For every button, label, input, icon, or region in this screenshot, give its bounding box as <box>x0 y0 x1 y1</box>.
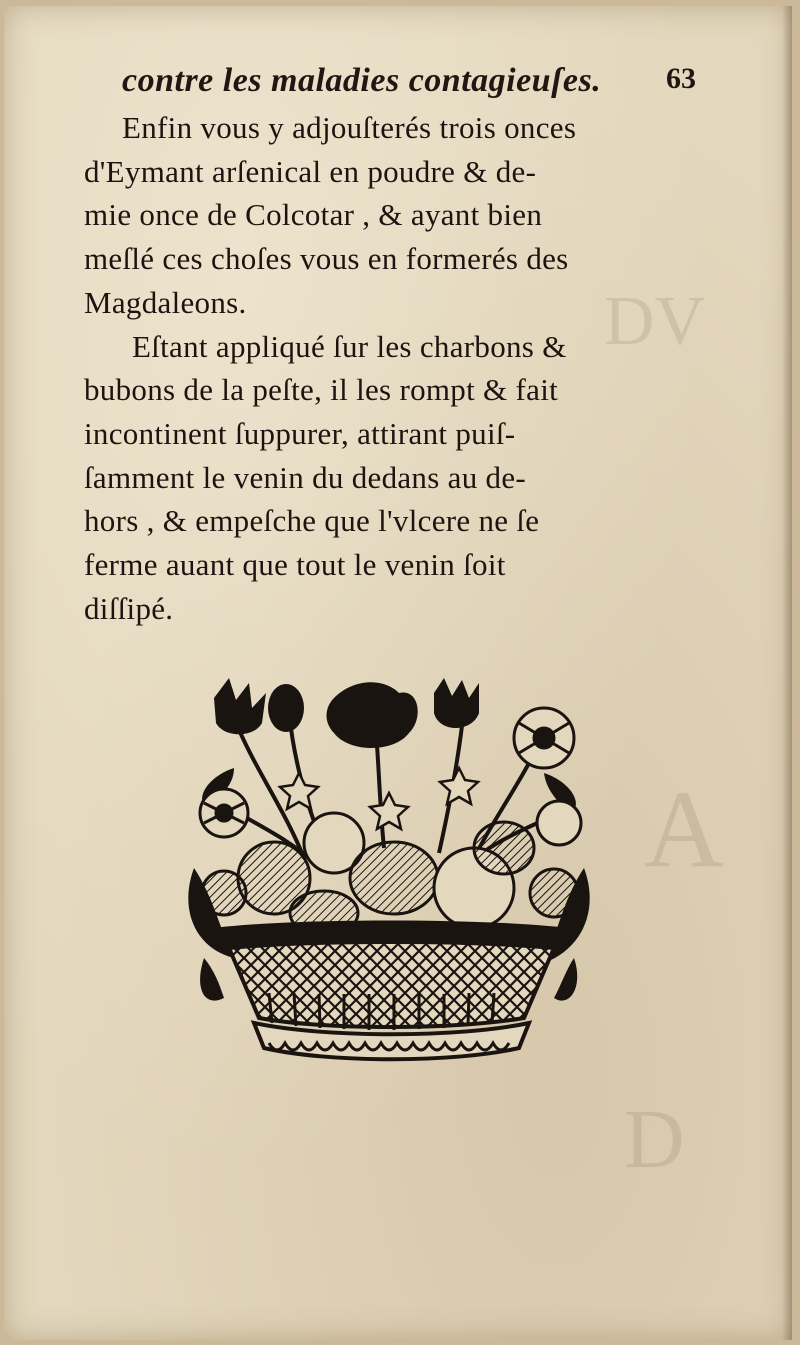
text-line: ſamment le venin du dedans au de- <box>84 459 527 495</box>
text-line: hors , & empeſche que l'vlcere ne ſe <box>84 503 540 539</box>
body-text <box>84 106 704 630</box>
page-number: 63 <box>666 62 696 95</box>
book-page <box>4 6 792 1340</box>
text-line: Eſtant appliqué ſur les charbons & <box>132 328 567 364</box>
paragraph <box>84 325 704 631</box>
show-through-mark: A <box>644 768 724 890</box>
text-line: ferme auant que tout le venin ſoit <box>84 547 506 583</box>
text-line: incontinent ſuppurer, attirant puiſ- <box>84 415 516 451</box>
text-line: mie once de Colcotar , & ayant bien <box>84 197 543 233</box>
paragraph <box>84 106 704 325</box>
text-line: Enfin vous y adjouſterés trois onces <box>122 110 577 145</box>
page-edge-shadow <box>782 6 792 1340</box>
running-header <box>122 62 696 106</box>
text-line: Magdaleons. <box>84 284 247 320</box>
running-title: contre les maladies contagieuſes. <box>122 62 602 99</box>
text-line: d'Eymant arſenical en poudre & de- <box>84 153 537 189</box>
text-line: diſſipé. <box>84 590 174 626</box>
text-line: meſlé ces choſes vous en formerés des <box>84 241 569 277</box>
show-through-mark: DV <box>604 283 706 360</box>
show-through-mark: D <box>624 1093 685 1186</box>
text-line: bubons de la peſte, il les rompt & fait <box>84 372 559 408</box>
flower-basket-woodcut-icon <box>174 678 604 1078</box>
